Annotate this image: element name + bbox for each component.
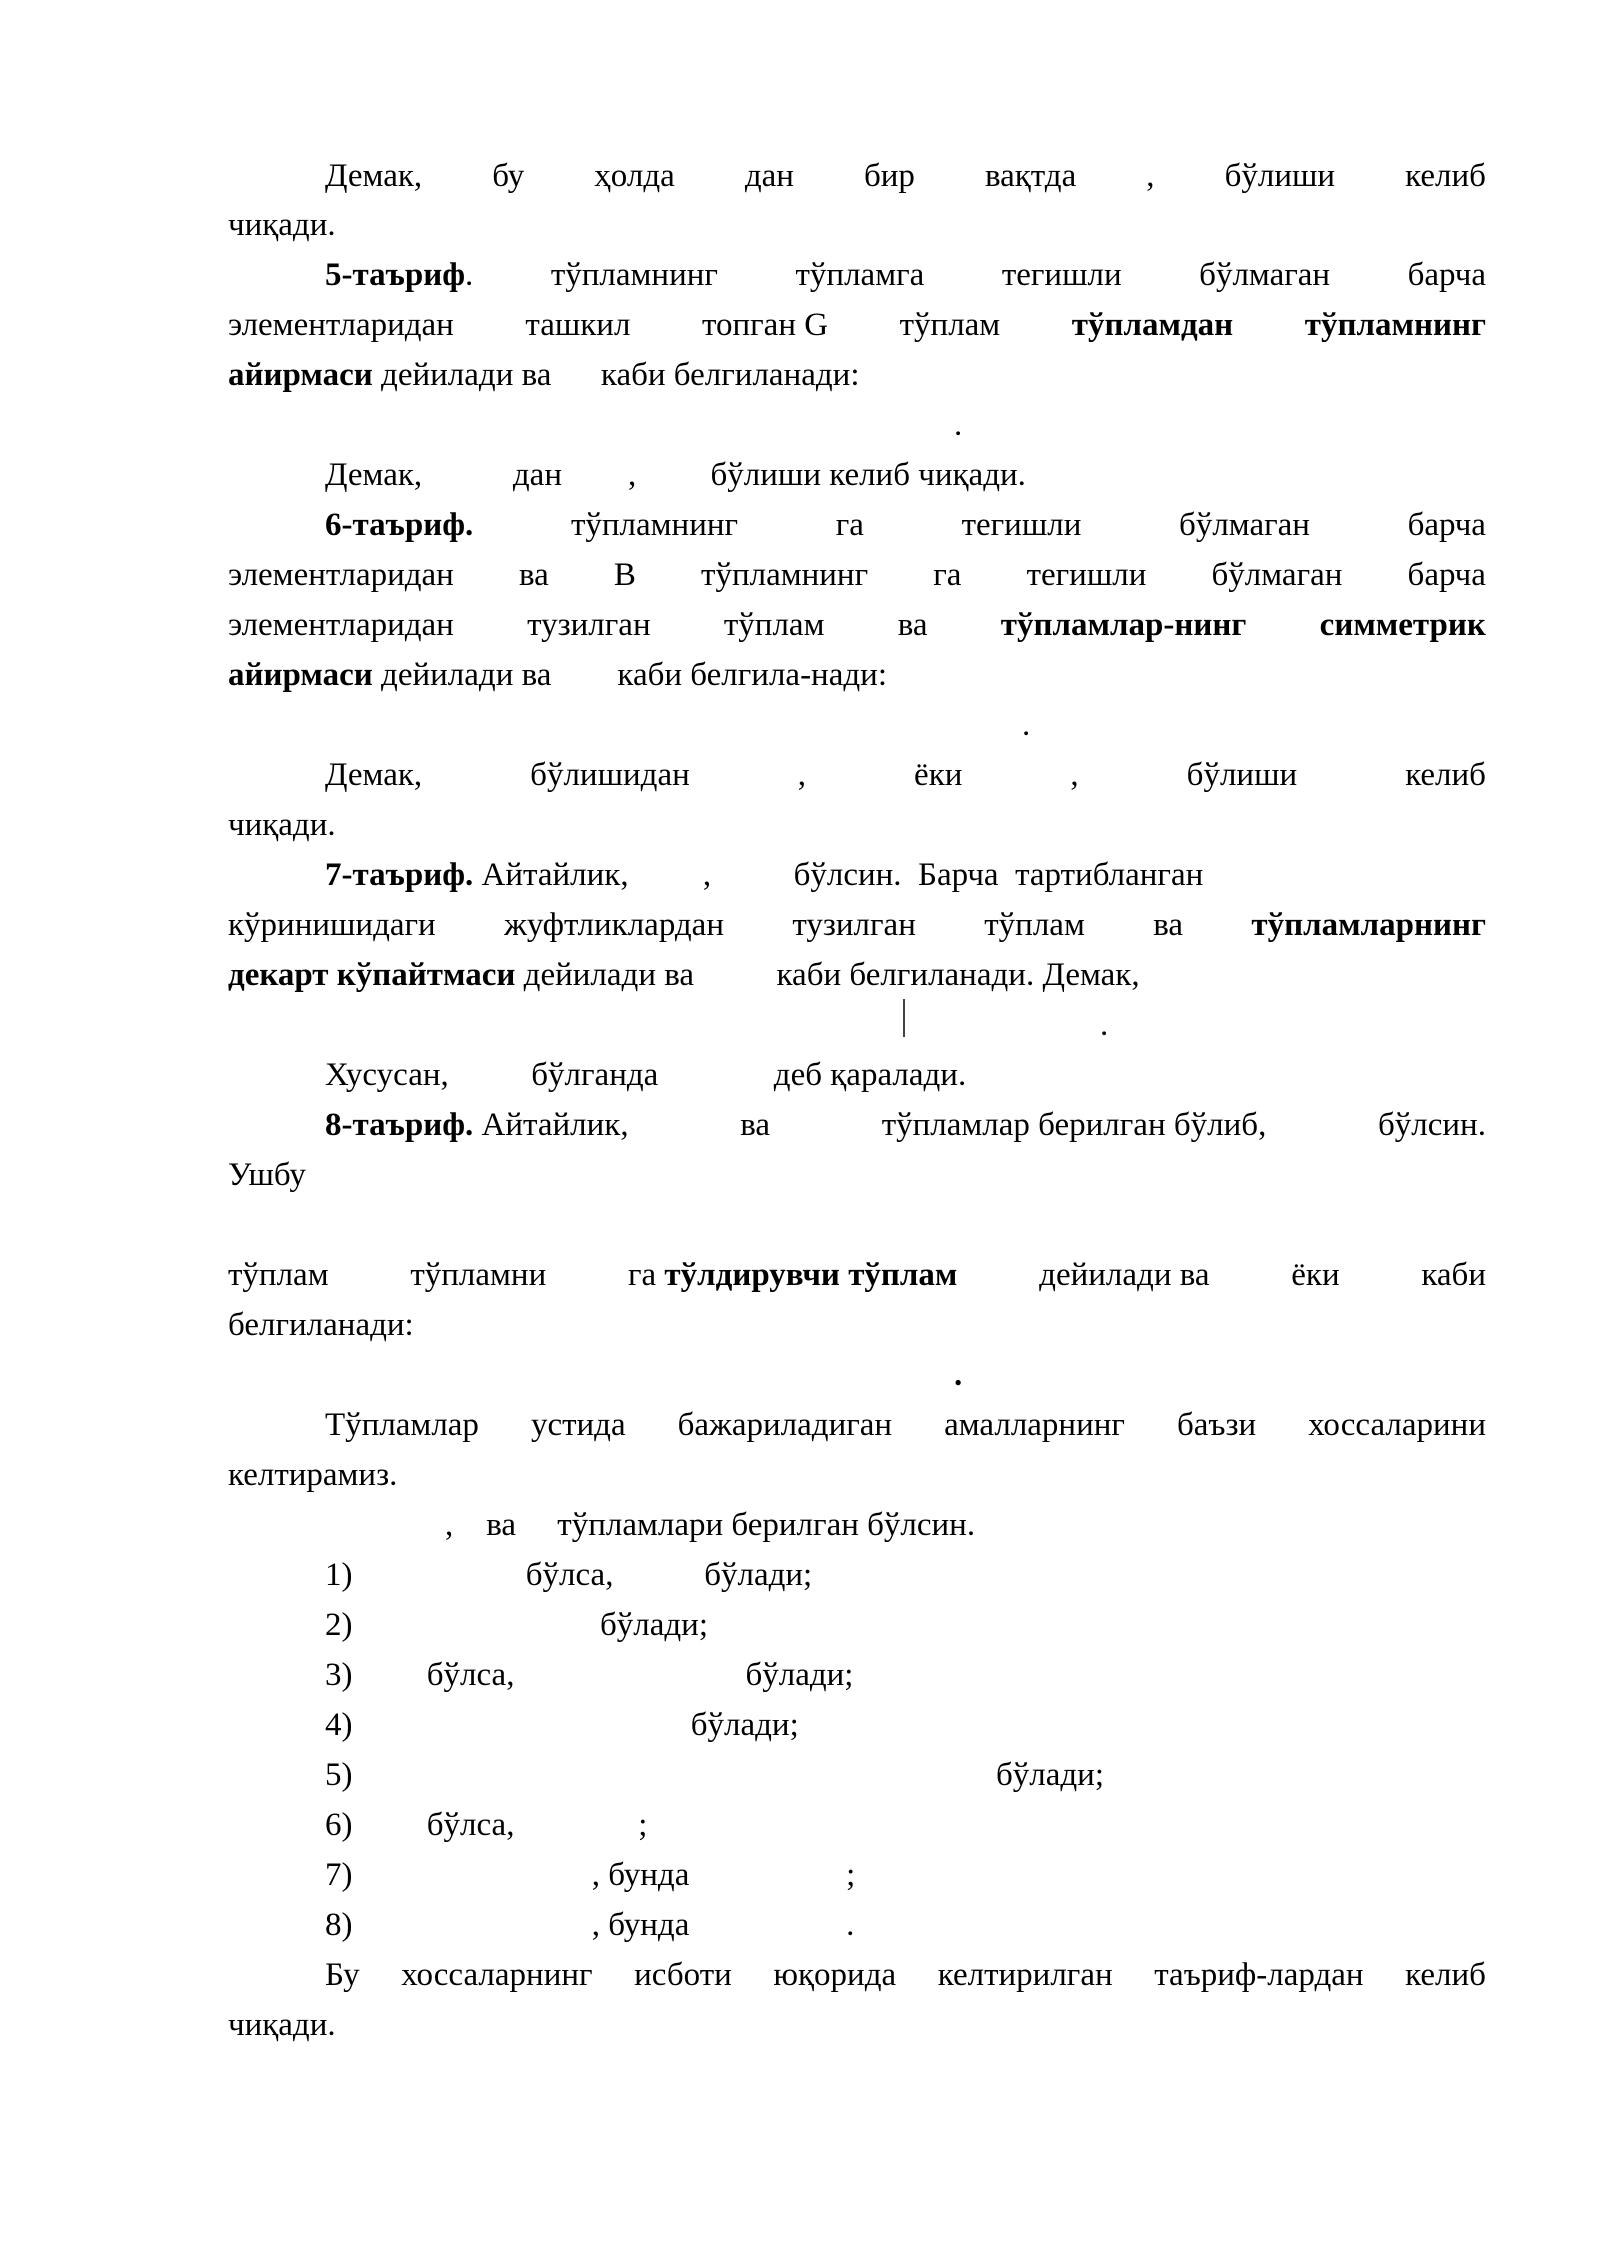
word: ,	[1070, 757, 1079, 793]
paragraph-5-line-2: чиқади.	[228, 807, 336, 843]
formula-end-dot: .	[954, 1357, 963, 1393]
text-run: дейилади ва каби белгиланади. Демак,	[515, 957, 1140, 993]
word: ,	[797, 757, 807, 793]
text-run: Айтайлик, , бўлсин. Барча тартибланган	[473, 857, 1204, 893]
definition-8-line-3	[228, 1255, 1486, 1295]
word: элементларидан	[228, 607, 454, 643]
word: барча	[1407, 507, 1486, 543]
definition-7-line-3	[228, 955, 1140, 995]
word: бўлиши	[1224, 158, 1336, 194]
word: хоссаларнинг	[401, 1957, 593, 1993]
word: Демак,	[325, 158, 423, 194]
definition-8-line-1	[325, 1105, 1486, 1145]
bold-term: тўпламнинг	[1304, 307, 1486, 343]
definition-6-line-1	[325, 505, 1486, 545]
word: B	[613, 557, 636, 593]
property-item-6: 6) бўлса, ;	[325, 1807, 648, 1843]
paragraph-5-line-1	[325, 755, 1486, 795]
word: тўпламнинг	[570, 507, 739, 543]
bold-term: тўлдирувчи тўплам	[664, 1257, 958, 1293]
word: келтирилган	[937, 1957, 1113, 1993]
definition-8-line-4: белгиланади:	[228, 1307, 414, 1343]
word: бир	[863, 158, 915, 194]
word: устида	[530, 1407, 626, 1443]
property-item-8: 8) , бунда .	[325, 1907, 855, 1943]
definition-5-label	[325, 255, 473, 295]
definition-number: 5-таъриф	[325, 257, 466, 293]
word: ҳолда	[594, 158, 675, 194]
word: ва	[518, 557, 549, 593]
word: Бу	[325, 1957, 360, 1993]
bold-term: тўпламларнинг	[1251, 907, 1486, 943]
word: кўринишидаги	[228, 907, 436, 943]
word: ва	[740, 1107, 771, 1143]
word: келиб	[1405, 1957, 1486, 1993]
definition-5-line-3	[228, 355, 860, 395]
word: таъриф-лардан	[1154, 1957, 1364, 1993]
word: тўпламлар берилган бўлиб,	[881, 1107, 1267, 1143]
word: тўпламнинг	[701, 557, 869, 593]
bold-term: симметрик	[1319, 607, 1486, 643]
word: Айтайлик,	[473, 1107, 629, 1143]
word: хоссаларини	[1308, 1407, 1486, 1443]
property-item-1: 1) бўлса, бўлади;	[325, 1557, 813, 1593]
definition-8-label	[325, 1105, 629, 1145]
definition-8-line-2: Ушбу	[228, 1157, 306, 1193]
word: Тўпламлар	[325, 1407, 479, 1443]
word: юқорида	[773, 1957, 897, 1993]
paragraph-10: , ва тўпламлари берилган бўлсин.	[445, 1507, 976, 1543]
word: каби	[1421, 1257, 1486, 1293]
paragraph-3: Демак, дан , бўлиши келиб чиқади.	[325, 457, 1026, 493]
word: га	[835, 507, 864, 543]
word: барча	[1407, 557, 1486, 593]
word: вақтда	[984, 158, 1077, 194]
paragraph-11-line-1	[325, 1955, 1486, 1995]
word: тўпламнинг	[550, 257, 718, 293]
paragraph-9-line-2: келтирамиз.	[228, 1457, 398, 1493]
word: ёки	[1291, 1257, 1340, 1293]
word: тегишли	[1026, 557, 1147, 593]
word: га	[933, 557, 962, 593]
word: тўплам	[984, 907, 1085, 943]
formula-end-dot: .	[1100, 1007, 1109, 1043]
bold-term: тўпламдан	[1071, 307, 1234, 343]
word: топган G	[701, 307, 829, 343]
word: бўлмаган	[1211, 557, 1343, 593]
text-run: дейилади ва каби белгила-нади:	[372, 657, 887, 693]
word: бўлмаган	[1199, 257, 1331, 293]
word: жуфтликлардан	[504, 907, 724, 943]
word: тўплам	[723, 607, 825, 643]
definition-7-line-2	[228, 905, 1486, 945]
word: элементларидан	[228, 557, 454, 593]
word: тўплам	[228, 1257, 329, 1293]
bold-term: декарт кўпайтмаси	[228, 957, 516, 993]
property-item-2: 2) бўлади;	[325, 1607, 709, 1643]
bold-term: айирмаси	[228, 657, 373, 693]
paragraph-1-line-1	[325, 156, 1486, 196]
word: бўлишидан	[530, 757, 690, 793]
definition-5-line-2	[228, 305, 1486, 345]
paragraph-1-line-2: чиқади.	[228, 207, 336, 243]
formula-vertical-bar	[903, 999, 905, 1037]
word: тўпламни	[410, 1257, 547, 1293]
word: келиб	[1405, 158, 1486, 194]
word: га	[627, 1257, 657, 1293]
formula-end-dot: .	[1022, 707, 1031, 743]
definition-6-line-4	[228, 655, 887, 695]
paragraph-7: Хусусан, бўлганда деб қаралади.	[325, 1057, 967, 1093]
word: амалларнинг	[944, 1407, 1125, 1443]
property-item-5: 5) бўлади;	[325, 1757, 1105, 1793]
word: бўлиши	[1186, 757, 1298, 793]
word: ,	[1146, 158, 1155, 194]
word: келиб	[1405, 757, 1486, 793]
word: бўлмаган	[1179, 507, 1310, 543]
paragraph-9-line-1	[325, 1405, 1486, 1445]
word: .	[465, 257, 474, 293]
definition-6-line-3	[228, 605, 1486, 645]
complement-term	[628, 1255, 957, 1295]
word: тўпламга	[795, 257, 925, 293]
bold-term: айирмаси	[228, 357, 373, 393]
word: ёки	[914, 757, 963, 793]
definition-number: 6-таъриф.	[325, 507, 474, 543]
word: Демак,	[325, 757, 423, 793]
bold-term: тўпламлар-нинг	[1000, 607, 1247, 643]
word: элементларидан	[228, 307, 454, 343]
definition-6-line-2	[228, 555, 1486, 595]
word: исботи	[634, 1957, 732, 1993]
word: тузилган	[792, 907, 916, 943]
property-item-7: 7) , бунда ;	[325, 1857, 856, 1893]
word: бажариладиган	[677, 1407, 893, 1443]
property-item-4: 4) бўлади;	[325, 1707, 799, 1743]
word: ташкил	[525, 307, 631, 343]
word: дейилади ва	[1039, 1257, 1210, 1293]
word: бўлсин.	[1377, 1107, 1486, 1143]
word: ва	[897, 607, 928, 643]
word: ва	[1153, 907, 1184, 943]
definition-7-line-1	[325, 855, 1203, 895]
word: бу	[492, 158, 525, 194]
word: тузилган	[527, 607, 651, 643]
definition-5-line-1	[325, 255, 1486, 295]
paragraph-11-line-2: чиқади.	[228, 2007, 336, 2043]
word: тўплам	[899, 307, 1001, 343]
text-run: дейилади ва каби белгиланади:	[372, 357, 860, 393]
word: барча	[1407, 257, 1486, 293]
word: тегишли	[1001, 257, 1122, 293]
word: дан	[744, 158, 794, 194]
definition-number: 7-таъриф.	[325, 857, 474, 893]
property-item-3: 3) бўлса, бўлади;	[325, 1657, 854, 1693]
word: баъзи	[1176, 1407, 1257, 1443]
definition-number: 8-таъриф.	[325, 1107, 474, 1143]
formula-end-dot: .	[954, 407, 963, 443]
word: тегишли	[961, 507, 1082, 543]
